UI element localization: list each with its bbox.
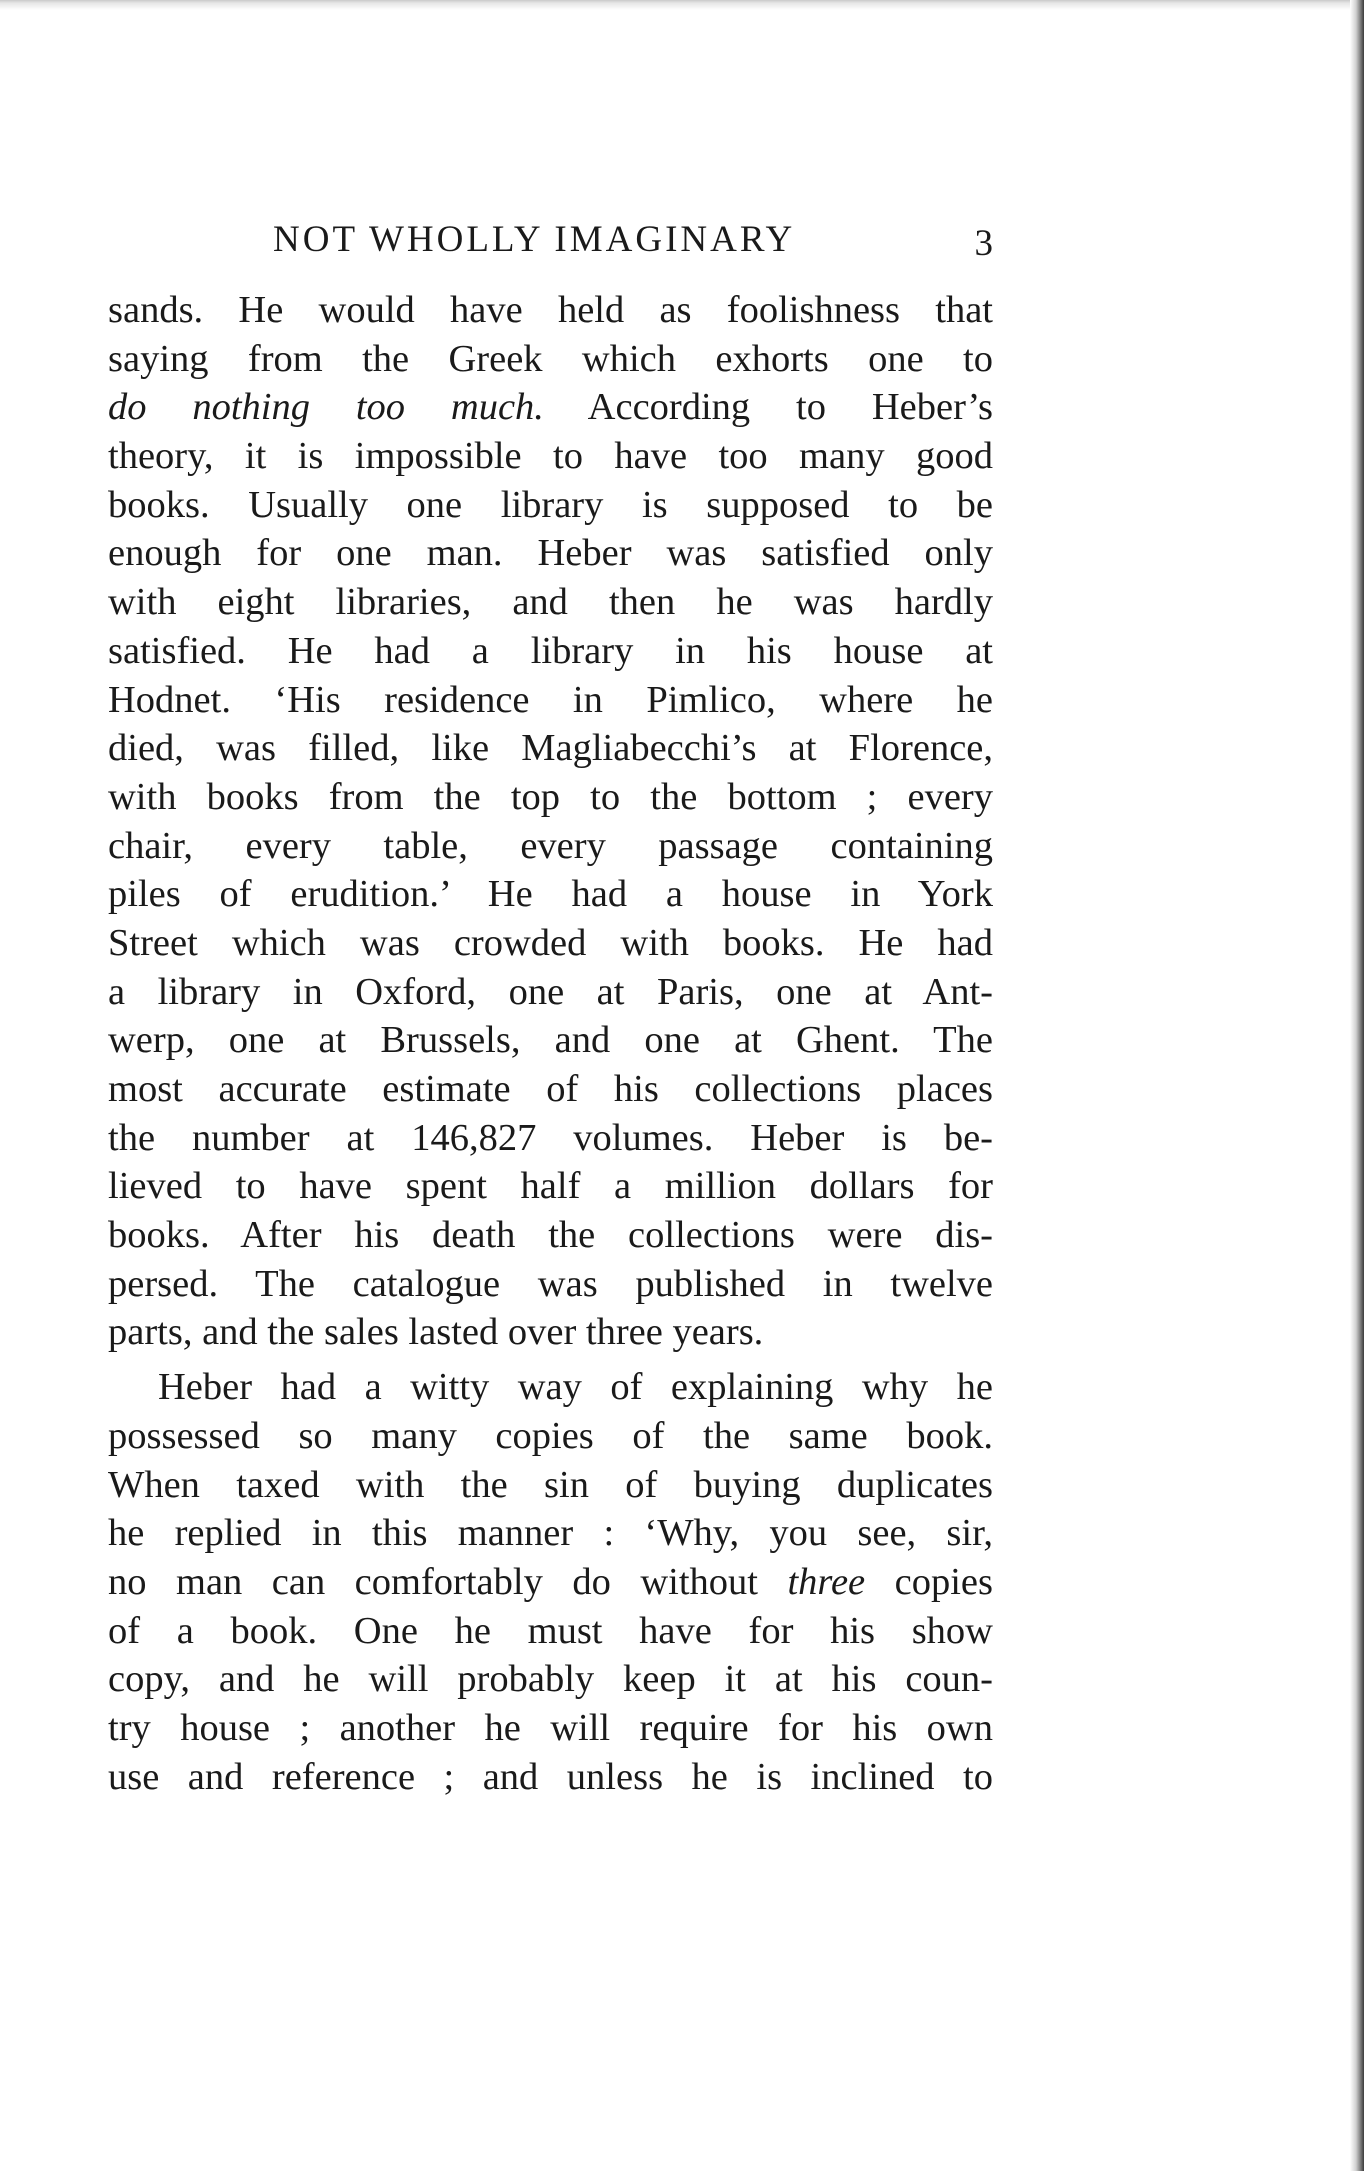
text-line: with eight libraries, and then he was hardly — [108, 581, 993, 624]
text-line: most accurate estimate of his collections places — [108, 1068, 993, 1110]
text-line: died, was filled, like Magliabecchi’s at Florence, — [108, 727, 993, 770]
text-line: try house ; another he will require for his own — [108, 1706, 993, 1749]
text-line: a library in Oxford, one at Paris, one at Ant- — [108, 970, 993, 1013]
text-line: Hodnet. ‘His residence in Pimlico, where he — [108, 678, 993, 721]
text-line: with books from the top to the bottom ; every — [108, 775, 993, 818]
page-binding-edge — [1350, 0, 1364, 2171]
italic-emphasis: three — [787, 1560, 866, 1603]
text-line: lieved to have spent half a million dollars for — [108, 1165, 993, 1208]
text-line: sands. He would have held as foolishness that — [108, 289, 993, 331]
text-line: When taxed with the sin of buying duplicates — [108, 1463, 993, 1506]
text-line: enough for one man. Heber was satisfied only — [108, 532, 993, 575]
body-text — [108, 286, 993, 1801]
text-line: use and reference ; and unless he is inclined to — [108, 1755, 993, 1798]
text-line: theory, it is impossible to have too many good — [108, 435, 993, 478]
text-line: books. After his death the collections were dis- — [108, 1214, 993, 1257]
text-line: chair, every table, every passage containing — [108, 824, 993, 867]
text-line: satisfied. He had a library in his house at — [108, 629, 993, 672]
page-top-edge — [0, 0, 1364, 10]
text-line: werp, one at Brussels, and one at Ghent. The — [108, 1019, 993, 1062]
running-title: NOT WHOLLY IMAGINARY — [273, 219, 796, 260]
page-number: 3 — [974, 223, 993, 264]
paragraph — [108, 1363, 993, 1801]
text-line: books. Usually one library is supposed to be — [108, 483, 993, 526]
italic-emphasis: do nothing too much. — [108, 386, 544, 429]
text-line: possessed so many copies of the same book. — [108, 1414, 993, 1457]
text-line: copy, and he will probably keep it at his coun- — [108, 1658, 993, 1701]
text-line: persed. The catalogue was published in twelve — [108, 1262, 993, 1305]
text-line: saying from the Greek which exhorts one to — [108, 337, 993, 380]
text-line: Heber had a witty way of explaining why he — [158, 1366, 993, 1409]
text-line: he replied in this manner : ‘Why, you see, sir, — [108, 1512, 993, 1555]
text-line: parts, and the sales lasted over three years. — [108, 1311, 764, 1354]
text-line: piles of erudition.’ He had a house in York — [108, 873, 993, 916]
text-line: Street which was crowded with books. He had — [108, 921, 993, 964]
text-line: no man can comfortably do without three copies — [108, 1560, 994, 1603]
text-line: of a book. One he must have for his show — [108, 1609, 993, 1652]
text-line: the number at 146,827 volumes. Heber is be- — [108, 1116, 993, 1159]
text-line: do nothing too much. According to Heber’s — [108, 386, 993, 429]
running-head — [108, 218, 993, 264]
paragraph — [108, 286, 993, 1357]
